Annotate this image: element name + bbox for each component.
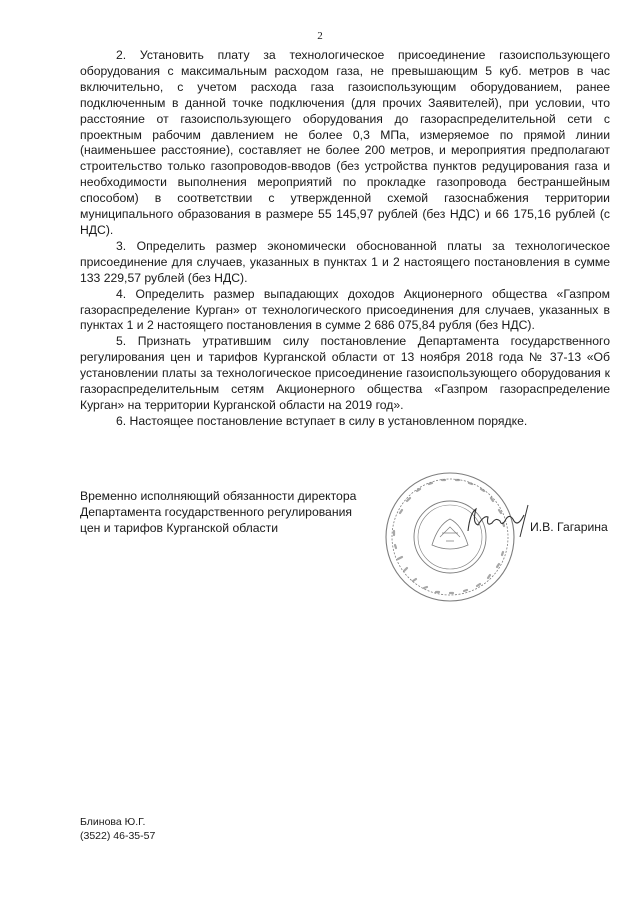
paragraph-4: 4. Определить размер выпадающих доходов Акционерного общества «Газпром газораспределение Курган» от технологического присоединения для случаев, указанных в пунктах 1 и 2 настоящего постановления в сумме 2 686 075,84 рубля (без НДС). — [80, 286, 610, 333]
paragraph-5: 5. Признать утратившим силу постановление Департамента государственного регулирования цен и тарифов Курганской области от 13 ноября 2018 года № 37-13 «Об установлении платы за технологическое присоединение газоиспользующего оборудования к газораспределительным сетям Акционерного общества «Газпром газораспределение Курган» на территории Курганской области на 2019 год». — [80, 334, 610, 412]
executor-name: Блинова Ю.Г. — [80, 816, 146, 828]
executor-phone: (3522) 46-35-57 — [80, 830, 156, 842]
paragraph-3: 3. Определить размер экономически обоснованной платы за технологическое присоединение для случаев, указанных в пунктах 1 и 2 настоящего постановления в сумме 133 229,57 рублей (без НДС). — [80, 238, 610, 285]
paragraph-6: 6. Настоящее постановление вступает в силу в установленном порядке. — [116, 413, 528, 428]
page-number: 2 — [317, 30, 323, 42]
signer-position-line-3: цен и тарифов Курганской области — [80, 520, 279, 535]
executor-info — [80, 815, 155, 843]
document-body — [80, 48, 610, 430]
signer-position-line-2: Департамента государственного регулирования — [80, 504, 352, 519]
handwritten-signature — [462, 501, 532, 541]
paragraph-2: 2. Установить плату за технологическое присоединение газоиспользующего оборудования с максимальным расходом газа, не превышающим 5 куб. метров в час включительно, с учетом расхода газа газоиспользующим оборудованием, ранее подключенным в данной точке подключения (для прочих Заявителей), при условии, что расстояние от газоиспользующего оборудования до газораспределительной сети с проектным рабочим давлением не более 0,3 МПа, измеряемое по прямой линии (наименьшее расстояние), составляет не более 200 метров, и мероприятия предполагают строительство только газопроводов-вводов (без устройства пунктов редуцирования газа и необходимости выполнения мероприятий по прокладке газопровода бестраншейным способом) в соответствии с утвержденной схемой газоснабжения территории муниципального образования в размере 55 145,97 рублей (без НДС) и 66 175,16 рублей (с НДС). — [80, 48, 610, 237]
signatory-name: И.В. Гагарина — [530, 520, 608, 534]
signer-position-line-1: Временно исполняющий обязанности директора — [80, 489, 357, 503]
